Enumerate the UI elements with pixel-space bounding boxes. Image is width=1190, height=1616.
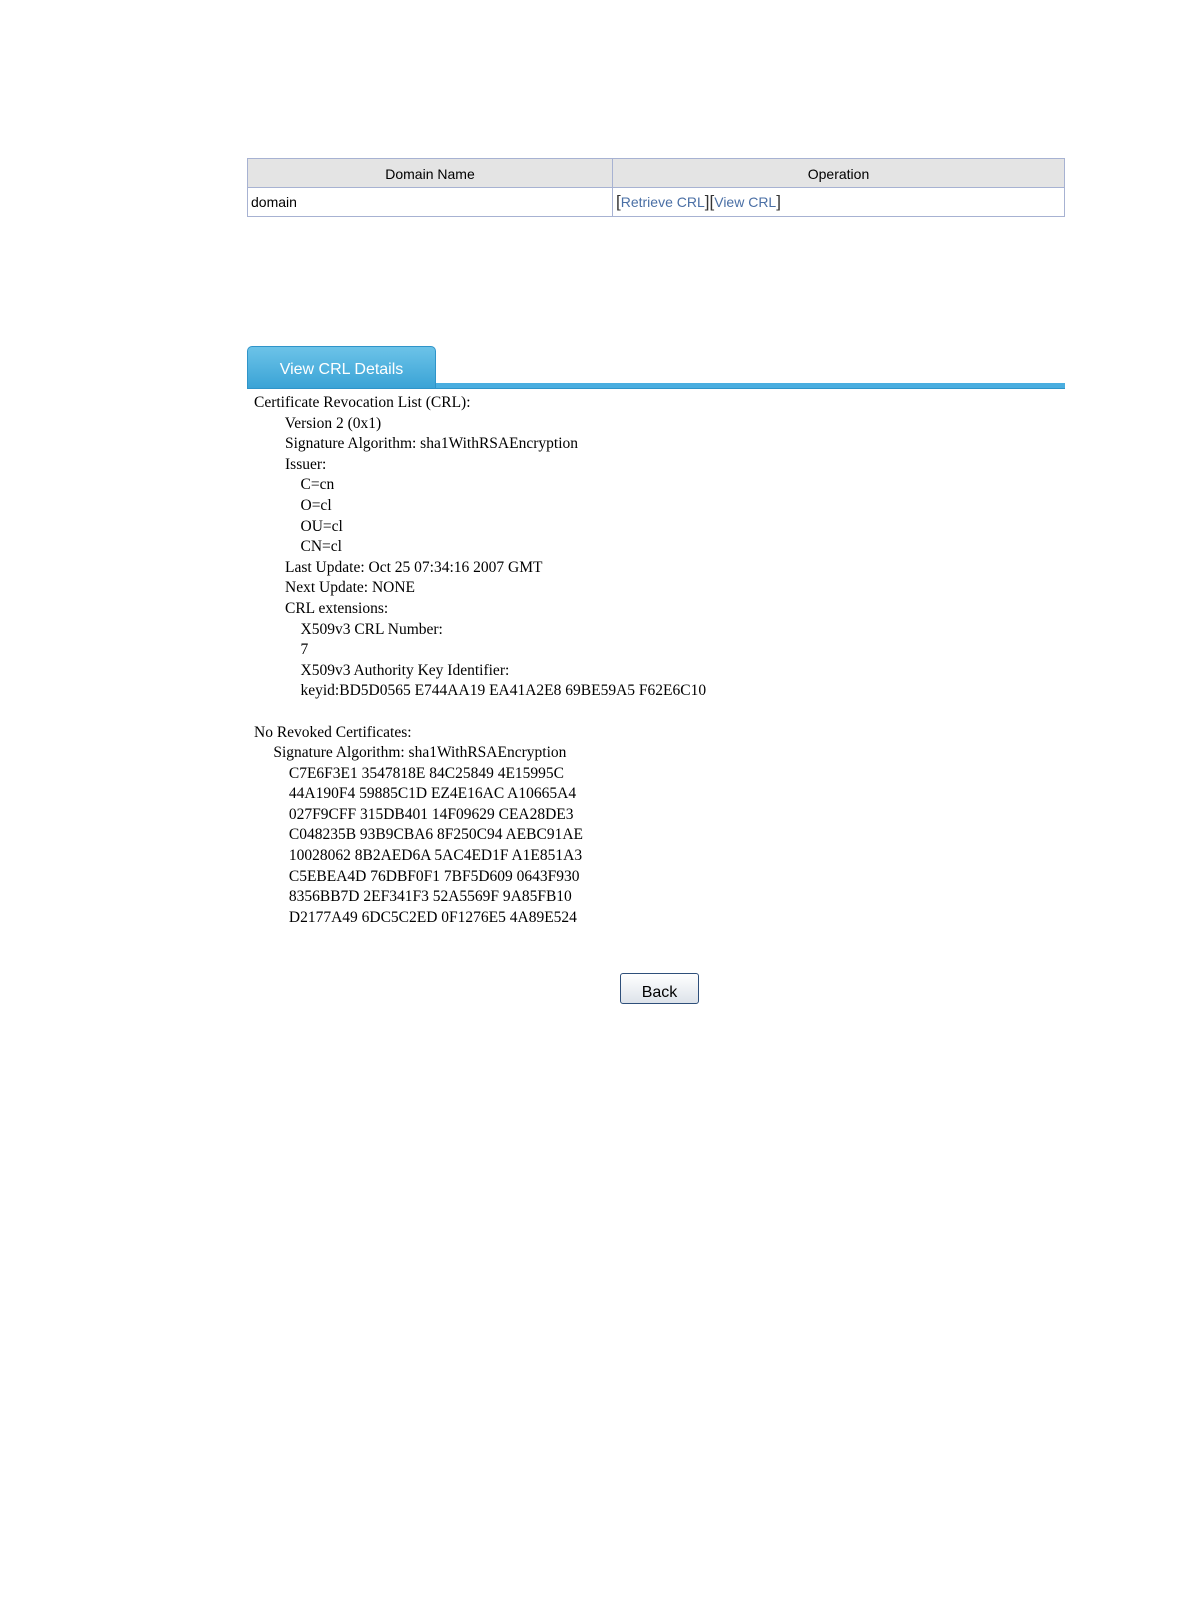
crl-detail-line: Version 2 (0x1)	[254, 414, 382, 432]
table-row	[248, 188, 1065, 217]
back-button[interactable]: Back	[620, 973, 699, 1004]
crl-detail-line: OU=cl	[254, 517, 343, 535]
crl-detail-line: C5EBEA4D 76DBF0F1 7BF5D609 0643F930	[254, 867, 580, 885]
crl-detail-line: Issuer:	[254, 455, 327, 473]
crl-detail-line: Signature Algorithm: sha1WithRSAEncryption	[254, 435, 578, 453]
crl-detail-line: 027F9CFF 315DB401 14F09629 CEA28DE3	[254, 805, 574, 823]
crl-detail-line: Signature Algorithm: sha1WithRSAEncryption	[254, 744, 567, 762]
column-header-domain-name: Domain Name	[248, 159, 613, 188]
crl-detail-line: CN=cl	[254, 538, 342, 556]
tab-view-crl-details[interactable]: View CRL Details	[247, 346, 436, 388]
bracket-open: [	[616, 192, 621, 211]
crl-detail-line: 8356BB7D 2EF341F3 52A5569F 9A85FB10	[254, 888, 572, 906]
crl-detail-line: Next Update: NONE	[254, 579, 415, 597]
crl-detail-line: O=cl	[254, 496, 332, 514]
operation-cell	[613, 188, 1065, 217]
crl-detail-line: C=cn	[254, 476, 335, 494]
retrieve-crl-link[interactable]: Retrieve CRL	[620, 194, 705, 210]
bracket-close: ]	[776, 192, 781, 211]
crl-detail-line: X509v3 CRL Number:	[254, 620, 443, 638]
crl-detail-line: Certificate Revocation List (CRL):	[254, 394, 471, 411]
crl-detail-line: 7	[254, 641, 309, 659]
crl-detail-line: Last Update: Oct 25 07:34:16 2007 GMT	[254, 558, 543, 576]
tab-bar	[247, 346, 1065, 390]
crl-detail-line: C048235B 93B9CBA6 8F250C94 AEBC91AE	[254, 826, 583, 844]
bracket-close: ]	[704, 192, 710, 211]
bracket-open: [	[709, 192, 715, 211]
crl-detail-line: 44A190F4 59885C1D EZ4E16AC A10665A4	[254, 785, 577, 803]
column-header-operation: Operation	[613, 159, 1065, 188]
table-header-row	[248, 159, 1065, 188]
crl-detail-line: No Revoked Certificates:	[254, 723, 412, 741]
crl-detail-line: CRL extensions:	[254, 599, 389, 617]
crl-details-text	[254, 393, 706, 928]
view-crl-link[interactable]: View CRL	[714, 194, 777, 210]
domain-cell: domain	[248, 188, 613, 217]
crl-detail-line: D2177A49 6DC5C2ED 0F1276E5 4A89E524	[254, 908, 577, 926]
crl-detail-line: C7E6F3E1 3547818E 84C25849 4E15995C	[254, 764, 565, 782]
crl-detail-line: 10028062 8B2AED6A 5AC4ED1F A1E851A3	[254, 847, 583, 865]
crl-detail-line: keyid:BD5D0565 E744AA19 EA41A2E8 69BE59A5 F62E6C10	[254, 682, 707, 700]
crl-domain-table	[247, 158, 1065, 217]
crl-detail-line: X509v3 Authority Key Identifier:	[254, 661, 510, 679]
